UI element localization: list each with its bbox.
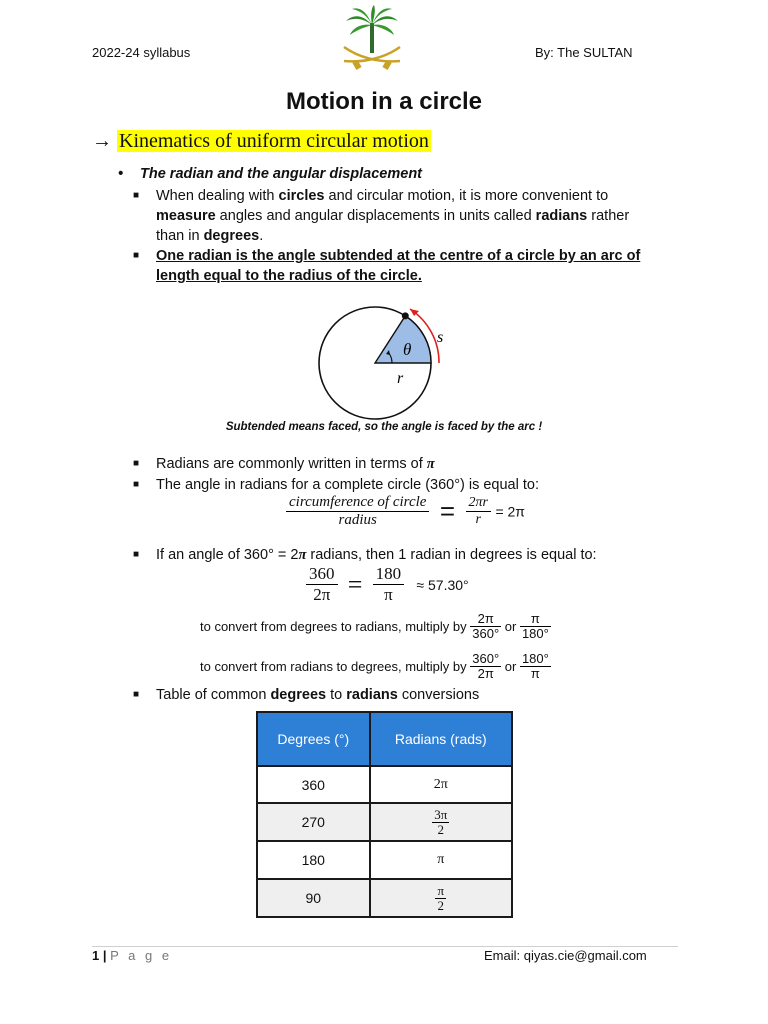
table-cell-degrees: 360: [257, 766, 370, 803]
arrow-icon: →: [92, 130, 112, 152]
radian-circle-diagram: [300, 300, 470, 425]
footer-divider: [92, 946, 678, 947]
bullet-complete-circle: ■ The angle in radians for a complete circle (360°) is equal to:: [133, 477, 539, 493]
footer-page: 1 | P a g e: [92, 948, 173, 963]
table-row: [257, 879, 512, 917]
table-row: [257, 803, 512, 841]
formula-full-circle: $\frac{\text{circumference of circle}}{\text{radius}}$ = $\frac{2\pi r}{r}$ = 2π: [286, 494, 525, 529]
bullet-radians-pi: ■ Radians are commonly written in terms of π: [133, 456, 435, 472]
degrees-radians-table: [256, 711, 513, 918]
square-bullet-icon: ■: [133, 190, 140, 201]
square-bullet-icon: ■: [133, 479, 140, 490]
page-number: 1: [92, 948, 100, 963]
rad-to-deg-conversion: to convert from radians to degrees, multiply by $\frac{360^\circ}{2\pi}$ or $\frac{180^\circ}{\pi}$: [200, 651, 549, 681]
bullet-table-intro: ■ Table of common degrees to radians conversions: [133, 687, 480, 703]
bullet-dot-icon: •: [118, 166, 124, 182]
theta-label: θ: [403, 340, 412, 359]
arc-point: [402, 312, 409, 319]
table-cell-radians: $\frac{\pi}{2}$: [370, 879, 512, 917]
table-header-degrees: Degrees (°): [257, 712, 370, 766]
footer-email: Email: qiyas.cie@gmail.com: [484, 948, 647, 963]
table-cell-radians: π: [370, 841, 512, 879]
palm-tree-icon: [346, 5, 398, 53]
table-header-radians: Radians (rads): [370, 712, 512, 766]
header-author: By: The SULTAN: [535, 45, 633, 60]
bullet-radians-intro: ■ When dealing with circles and circular motion, it is more convenient to measure angles and angular displacements in units called radians rather than in degrees.: [133, 188, 630, 244]
diagram-caption: Subtended means faced, so the angle is faced by the arc !: [225, 421, 543, 433]
table-header-row: [257, 712, 512, 766]
deg-to-rad-conversion: to convert from degrees to radians, multiply by $\frac{2\pi}{360^\circ}$ or $\frac{\pi}{180^\circ}$: [200, 611, 549, 641]
radius-label: r: [397, 370, 404, 387]
table-cell-radians: $\frac{3\pi}{2}$: [370, 803, 512, 841]
square-bullet-icon: ■: [133, 250, 140, 261]
table-row: [257, 766, 512, 803]
header-syllabus: 2022-24 syllabus: [92, 45, 191, 60]
bullet-radian-definition: ■ One radian is the angle subtended at the centre of a circle by an arc of length equal to the radius of the circle.: [133, 248, 641, 284]
section-heading-text: Kinematics of uniform circular motion: [119, 130, 429, 152]
section-heading: [92, 130, 431, 153]
emblem-logo: [338, 5, 406, 75]
table-cell-radians: 2π: [370, 766, 512, 803]
table-row: [257, 841, 512, 879]
formula-one-radian: $\frac{360}{2\pi}$ = $\frac{180}{\pi}$ ≈ 57.30°: [306, 564, 469, 605]
table-cell-degrees: 180: [257, 841, 370, 879]
arc-length-label: s: [437, 329, 444, 346]
page-title: Motion in a circle: [285, 88, 483, 115]
table-cell-degrees: 90: [257, 879, 370, 917]
square-bullet-icon: ■: [133, 689, 140, 700]
square-bullet-icon: ■: [133, 549, 140, 560]
bullet-one-radian: ■ If an angle of 360° = 2π radians, then 1 radian in degrees is equal to:: [133, 547, 597, 563]
table-cell-degrees: 270: [257, 803, 370, 841]
email-address: qiyas.cie@gmail.com: [523, 948, 647, 963]
square-bullet-icon: ■: [133, 458, 140, 469]
